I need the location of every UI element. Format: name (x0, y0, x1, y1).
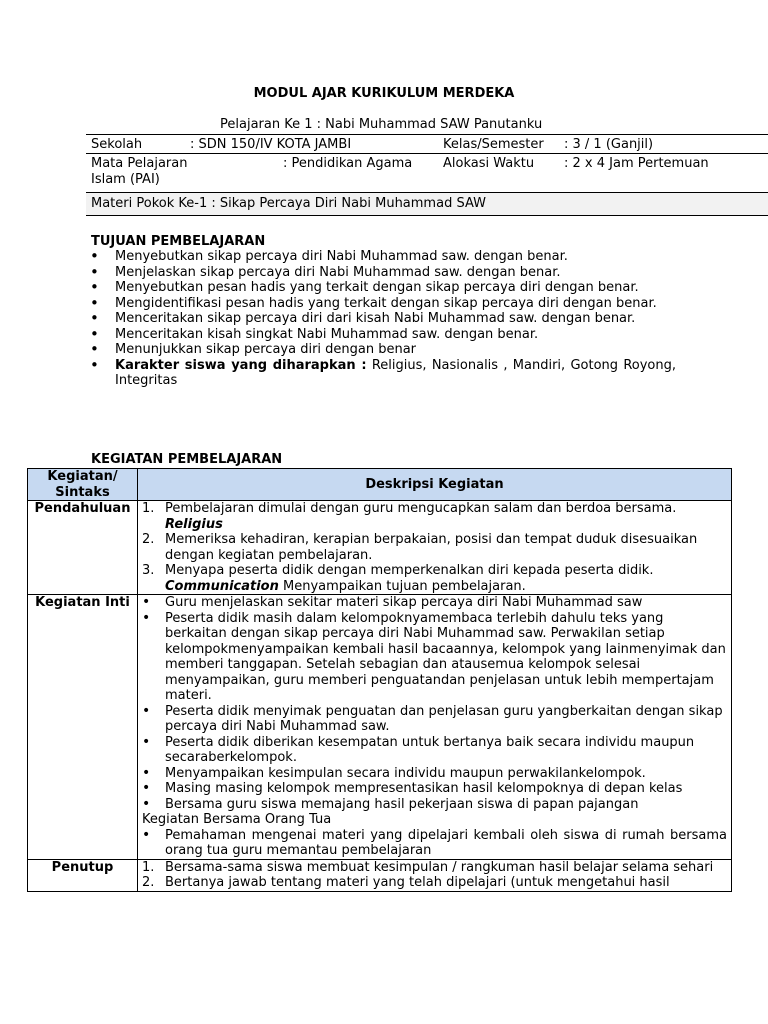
penutup-cell (138, 859, 732, 891)
alokasi-value: : 2 x 4 Jam Pertemuan (564, 156, 709, 171)
karakter-value: Religius, Nasionalis , Mandiri, Gotong Royong, Integritas (115, 357, 676, 388)
list-item: • Menjelaskan sikap percaya diri Nabi Muhammad saw. dengan benar. (90, 265, 676, 281)
table-header-row (28, 469, 732, 501)
tujuan-list (90, 249, 676, 389)
list-item: • Bersama guru siswa memajang hasil pekerjaan siswa di papan pajangan (142, 797, 727, 813)
stage-pendahuluan: Pendahuluan (28, 501, 138, 595)
stage-kegiatan-inti: Kegiatan Inti (28, 595, 138, 860)
list-item: 1. Pembelajaran dimulai dengan guru mengucapkan salam dan berdoa bersama. Religius (142, 501, 677, 532)
inti-cell (138, 595, 732, 860)
divider (86, 153, 768, 154)
mapel-label: Mata Pelajaran (91, 156, 188, 171)
list-item: 2. Memeriksa kehadiran, kerapian berpakaian, posisi dan tempat duduk disesuaikan dengan kegiatan pembelajaran. (142, 532, 698, 563)
sekolah-label: Sekolah (91, 137, 143, 152)
kelas-value: : 3 / 1 (Ganjil) (564, 137, 654, 152)
list-item: • Peserta didik diberikan kesempatan untuk bertanya baik secara individu maupun secaraberkelompok. (142, 735, 727, 766)
lesson-title: Pelajaran Ke 1 : Nabi Muhammad SAW Panutanku (220, 117, 543, 132)
list-item: • Menunjukkan sikap percaya diri dengan benar (90, 342, 676, 358)
list-item: 1. Bersama-sama siswa membuat kesimpulan / rangkuman hasil belajar selama sehari (142, 859, 714, 875)
kegiatan-heading: KEGIATAN PEMBELAJARAN (91, 452, 283, 467)
tujuan-heading: TUJUAN PEMBELAJARAN (91, 234, 266, 249)
list-item: • Guru menjelaskan sekitar materi sikap percaya diri Nabi Muhammad saw (142, 595, 727, 611)
divider (86, 215, 768, 216)
alokasi-label: Alokasi Waktu (443, 156, 535, 171)
materi-pokok: Materi Pokok Ke-1 : Sikap Percaya Diri Nabi Muhammad SAW (91, 196, 486, 211)
list-item: 3. Menyapa peserta didik dengan memperkenalkan diri kepada peserta didik. Communication Menyampaikan tujuan pembelajaran. (142, 563, 654, 594)
list-item: • Pemahaman mengenai materi yang dipelajari kembali oleh siswa di rumah bersama orang tua guru memantau pembelajaran (142, 828, 727, 859)
list-item: • Mengidentifikasi pesan hadis yang terkait dengan sikap percaya diri dengan benar. (90, 296, 676, 312)
sekolah-value: : SDN 150/IV KOTA JAMBI (190, 137, 352, 152)
table-row (28, 595, 732, 860)
list-item: • Menceritakan kisah singkat Nabi Muhammad saw. dengan benar. (90, 327, 676, 343)
list-item: • Masing masing kelompok mempresentasikan hasil kelompoknya di depan kelas (142, 781, 727, 797)
col-header-deskripsi: Deskripsi Kegiatan (138, 469, 732, 501)
mapel-continuation: Islam (PAI) (91, 172, 160, 187)
list-item: • Peserta didik menyimak penguatan dan penjelasan guru yangberkaitan dengan sikap percaya diri Nabi Muhammad saw. (142, 704, 727, 735)
karakter-label: Karakter siswa yang diharapkan : (115, 357, 367, 373)
table-row (28, 501, 732, 595)
kelas-label: Kelas/Semester (443, 137, 544, 152)
divider (86, 134, 768, 135)
table-row (28, 859, 732, 891)
col-header-kegiatan: Kegiatan/ Sintaks (28, 469, 138, 501)
pendahuluan-cell (138, 501, 732, 595)
list-item: • Menyebutkan sikap percaya diri Nabi Muhammad saw. dengan benar. (90, 249, 676, 265)
list-item: • Peserta didik masih dalam kelompoknyamembaca terlebih dahulu teks yang berkaitan dengan sikap percaya diri Nabi Muhammad saw. Perwakilan setiap kelompokmenyampaikan kembali hasil bacaannya, kelompok yang lainmenyimak dan memberi tanggapan. Setelah sebagian dan atausemua kelompok selesai menyampaikan, guru memberi penguatandan penjelasan untuk lebih mempertajam materi. (142, 611, 727, 704)
mapel-value: : Pendidikan Agama (283, 156, 413, 171)
list-item: • Menyampaikan kesimpulan secara individu maupun perwakilankelompok. (142, 766, 727, 782)
list-item: • Menceritakan sikap percaya diri dari kisah Nabi Muhammad saw. dengan benar. (90, 311, 676, 327)
list-item-karakter (90, 358, 676, 389)
list-item: • Menyebutkan pesan hadis yang terkait dengan sikap percaya diri dengan benar. (90, 280, 676, 296)
kegiatan-table (27, 468, 732, 892)
parent-activity-heading: Kegiatan Bersama Orang Tua (142, 812, 332, 827)
stage-penutup: Penutup (28, 859, 138, 891)
document-title: MODUL AJAR KURIKULUM MERDEKA (253, 86, 515, 101)
list-item: 2. Bertanya jawab tentang materi yang telah dipelajari (untuk mengetahui hasil (142, 875, 670, 890)
